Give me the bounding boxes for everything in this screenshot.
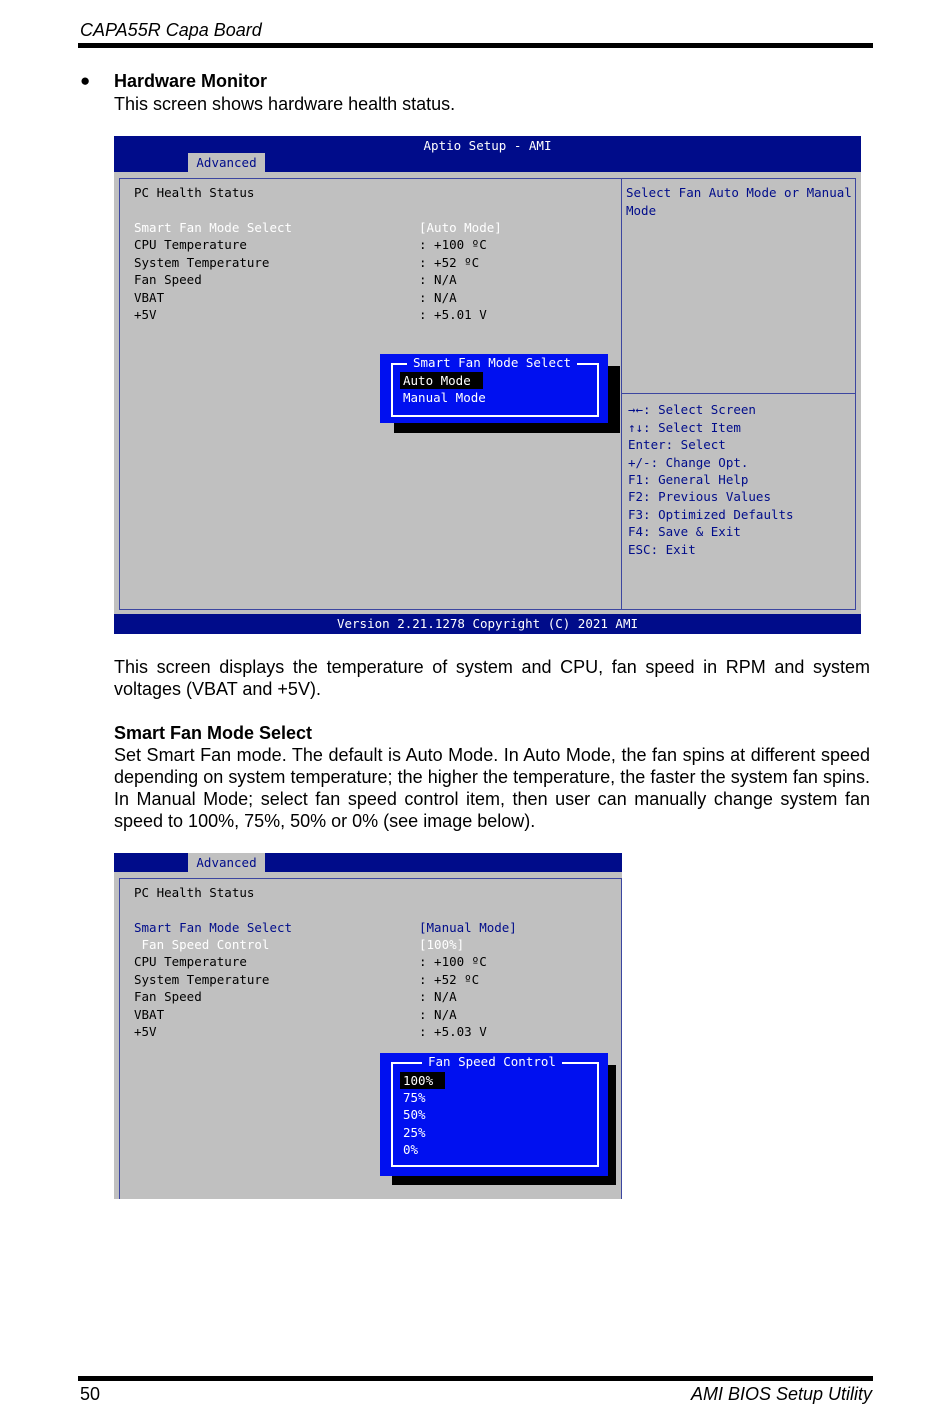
system-temp-value: : +52 ºC [419, 255, 480, 270]
help-text-line-2: Mode [626, 203, 657, 218]
fan-speed-control-label[interactable]: Fan Speed Control [134, 937, 270, 952]
tab-advanced-2[interactable]: Advanced [188, 853, 265, 872]
page-number: 50 [80, 1384, 101, 1404]
key-hint-esc: ESC: Exit [628, 542, 696, 557]
vbat-value-2: : N/A [419, 1007, 457, 1022]
key-hint-change-opt: +/-: Change Opt. [628, 455, 749, 470]
help-text-line-1: Select Fan Auto Mode or Manual [626, 185, 852, 200]
fan-speed-label-2: Fan Speed [134, 989, 202, 1004]
footer-title: AMI BIOS Setup Utility [690, 1384, 872, 1404]
subsection-title: Smart Fan Mode Select [114, 723, 313, 743]
bios-help-divider [621, 393, 855, 394]
smart-fan-mode-popup[interactable] [380, 354, 608, 423]
section-title: Hardware Monitor [114, 71, 268, 91]
cpu-temp-label-2: CPU Temperature [134, 954, 247, 969]
key-hint-f4: F4: Save & Exit [628, 524, 741, 539]
bios-title: Aptio Setup - AMI [423, 138, 552, 153]
option-25[interactable]: 25% [403, 1125, 426, 1140]
vbat-value: : N/A [419, 290, 457, 305]
section-intro: This screen shows hardware health status. [114, 94, 456, 114]
fan-speed-control-value[interactable]: [100%] [419, 937, 465, 952]
tab-advanced[interactable]: Advanced [188, 153, 265, 172]
key-hint-f2: F2: Previous Values [628, 489, 771, 504]
cpu-temp-value-2: : +100 ºC [419, 954, 487, 969]
key-hint-f1: F1: General Help [628, 472, 749, 487]
smart-fan-mode-value[interactable]: [Auto Mode] [419, 220, 502, 235]
key-hint-f3: F3: Optimized Defaults [628, 507, 794, 522]
footer-rule [78, 1376, 873, 1381]
bios-screen-fan-control [114, 853, 622, 1199]
5v-label: +5V [134, 307, 157, 322]
key-hint-select-item: ↑↓: Select Item [628, 420, 741, 435]
system-temp-value-2: : +52 ºC [419, 972, 480, 987]
bios-screen-health [114, 136, 861, 634]
popup-title: Smart Fan Mode Select [407, 355, 577, 371]
option-100[interactable]: 100% [400, 1072, 445, 1089]
cpu-temp-value: : +100 ºC [419, 237, 487, 252]
popup2-title: Fan Speed Control [422, 1054, 562, 1070]
paragraph-health-description: This screen displays the temperature of system and CPU, fan speed in RPM and system voltages (VBAT and +5V). [114, 657, 870, 699]
fan-speed-value-2: : N/A [419, 989, 457, 1004]
fan-speed-control-popup[interactable] [380, 1053, 608, 1176]
vbat-label-2: VBAT [134, 1007, 165, 1022]
5v-value-2: : +5.03 V [419, 1024, 487, 1039]
smart-fan-mode-label[interactable]: Smart Fan Mode Select [134, 220, 293, 235]
paragraph-smart-fan: Set Smart Fan mode. The default is Auto Mode. In Auto Mode, the fan spins at different speed depending on system temperature; the higher the temperature, the faster the system fan spins. In Manual Mode; select fan speed control item, then user can manually change system fan speed to 100%, 75%, 50% or 0% (see image below). [114, 745, 870, 831]
health-heading-2: PC Health Status [134, 885, 255, 900]
key-hint-select-screen: →←: Select Screen [628, 402, 756, 417]
bios-version-bar: Version 2.21.1278 Copyright (C) 2021 AMI [114, 614, 861, 634]
bios2-title-bar [114, 853, 622, 872]
option-auto-mode[interactable]: Auto Mode [400, 372, 483, 389]
system-temp-label: System Temperature [134, 255, 270, 270]
option-75[interactable]: 75% [403, 1090, 426, 1105]
option-0[interactable]: 0% [403, 1142, 419, 1157]
document-title: CAPA55R Capa Board [80, 20, 262, 40]
bullet: ● [80, 71, 91, 90]
fan-speed-value: : N/A [419, 272, 457, 287]
smart-fan-mode-label-2[interactable]: Smart Fan Mode Select [134, 920, 293, 935]
option-manual-mode[interactable]: Manual Mode [403, 390, 486, 405]
bios-title-bar [114, 136, 861, 172]
header-rule [78, 43, 873, 48]
system-temp-label-2: System Temperature [134, 972, 270, 987]
cpu-temp-label: CPU Temperature [134, 237, 247, 252]
fan-speed-label: Fan Speed [134, 272, 202, 287]
option-50[interactable]: 50% [403, 1107, 426, 1122]
vbat-label: VBAT [134, 290, 165, 305]
smart-fan-mode-value-2[interactable]: [Manual Mode] [419, 920, 517, 935]
health-heading: PC Health Status [134, 185, 255, 200]
5v-label-2: +5V [134, 1024, 157, 1039]
key-hint-enter: Enter: Select [628, 437, 726, 452]
5v-value: : +5.01 V [419, 307, 487, 322]
